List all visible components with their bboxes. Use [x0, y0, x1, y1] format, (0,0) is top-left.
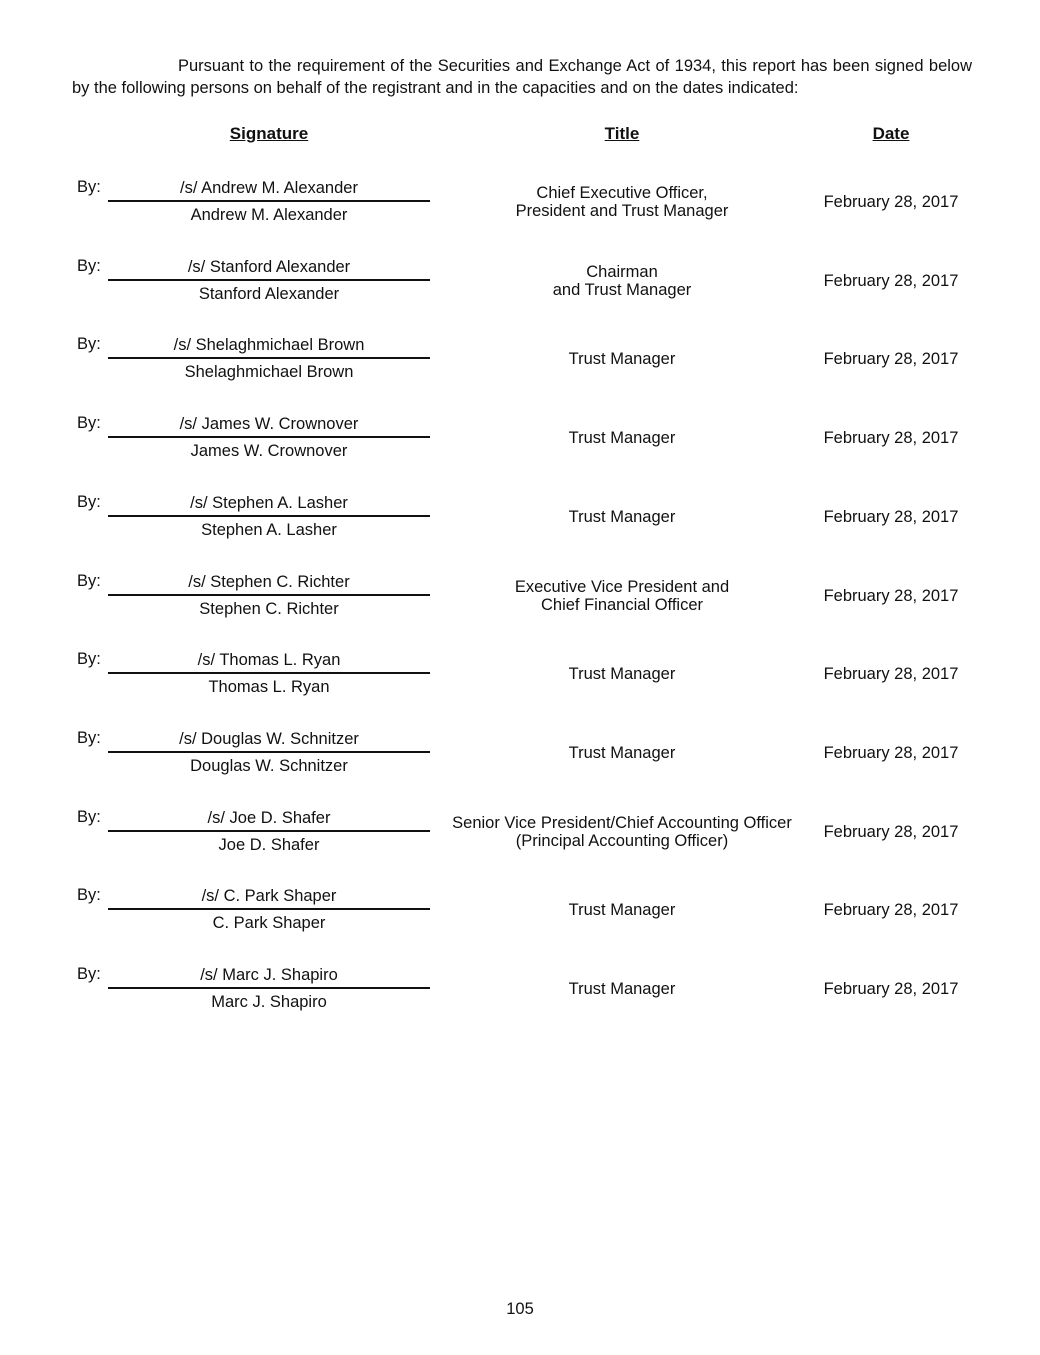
printed-name: Stephen A. Lasher: [201, 521, 337, 539]
signature-row: [0, 808, 1040, 878]
conformed-signature: /s/ Stanford Alexander: [187, 258, 351, 276]
printed-name: Marc J. Shapiro: [211, 993, 327, 1011]
date-column-header: Date: [872, 124, 910, 143]
printed-name: Stephen C. Richter: [199, 600, 339, 618]
signature-row: [0, 886, 1040, 956]
signature-line: [108, 908, 430, 910]
signature-line: [108, 751, 430, 753]
title-line: Trust Manager: [568, 429, 676, 447]
signature-row: [0, 650, 1040, 720]
signature-date: February 28, 2017: [823, 586, 959, 605]
signature-line: [108, 830, 430, 832]
signature-date: February 28, 2017: [823, 743, 959, 762]
printed-name: Thomas L. Ryan: [208, 678, 330, 696]
signature-row: [0, 572, 1040, 642]
by-label: By:: [77, 335, 101, 353]
conformed-signature: /s/ Stephen C. Richter: [188, 573, 350, 591]
signature-line: [108, 515, 430, 517]
title-line: Trust Manager: [568, 901, 676, 919]
by-label: By:: [77, 729, 101, 747]
title-line: Trust Manager: [568, 744, 676, 762]
printed-name: C. Park Shaper: [212, 914, 326, 932]
signatory-title: [432, 729, 812, 777]
printed-name: Stanford Alexander: [198, 285, 340, 303]
page-number: 105: [506, 1300, 534, 1318]
signatory-title: [432, 965, 812, 1013]
conformed-signature: /s/ Thomas L. Ryan: [197, 651, 341, 669]
by-label: By:: [77, 414, 101, 432]
signature-date: February 28, 2017: [823, 428, 959, 447]
signature-date: February 28, 2017: [823, 507, 959, 526]
printed-name: Joe D. Shafer: [218, 836, 320, 854]
signature-column-header: Signature: [229, 124, 309, 143]
by-label: By:: [77, 808, 101, 826]
signature-row: [0, 414, 1040, 484]
signature-date: February 28, 2017: [823, 192, 959, 211]
signature-row: [0, 493, 1040, 563]
signature-line: [108, 200, 430, 202]
title-line: Chief Executive Officer,: [536, 184, 708, 202]
signatory-title: [432, 493, 812, 541]
signatory-title: [432, 808, 812, 856]
signature-row: [0, 335, 1040, 405]
title-line: Trust Manager: [568, 665, 676, 683]
signature-line: [108, 987, 430, 989]
signature-date: February 28, 2017: [823, 822, 959, 841]
by-label: By:: [77, 650, 101, 668]
signatory-title: [432, 257, 812, 305]
conformed-signature: /s/ Andrew M. Alexander: [180, 179, 358, 197]
title-line: Trust Manager: [568, 508, 676, 526]
conformed-signature: /s/ James W. Crownover: [179, 415, 359, 433]
conformed-signature: /s/ Shelaghmichael Brown: [173, 336, 365, 354]
signature-line: [108, 594, 430, 596]
conformed-signature: /s/ C. Park Shaper: [201, 887, 337, 905]
title-line: Executive Vice President and: [514, 578, 730, 596]
by-label: By:: [77, 178, 101, 196]
title-column-header: Title: [604, 124, 640, 143]
printed-name: Andrew M. Alexander: [190, 206, 348, 224]
conformed-signature: /s/ Marc J. Shapiro: [200, 966, 338, 984]
signature-date: February 28, 2017: [823, 979, 959, 998]
title-line: Trust Manager: [568, 350, 676, 368]
signature-date: February 28, 2017: [823, 900, 959, 919]
signature-date: February 28, 2017: [823, 349, 959, 368]
signatory-title: [432, 886, 812, 934]
signature-line: [108, 436, 430, 438]
conformed-signature: /s/ Joe D. Shafer: [207, 809, 331, 827]
signature-row: [0, 729, 1040, 799]
title-line: and Trust Manager: [552, 281, 692, 299]
signature-row: [0, 257, 1040, 327]
by-label: By:: [77, 965, 101, 983]
by-label: By:: [77, 493, 101, 511]
signatory-title: [432, 178, 812, 226]
signatory-title: [432, 572, 812, 620]
by-label: By:: [77, 257, 101, 275]
printed-name: Douglas W. Schnitzer: [190, 757, 348, 775]
signature-date: February 28, 2017: [823, 664, 959, 683]
intro-paragraph: Pursuant to the requirement of the Securities and Exchange Act of 1934, this report has been signed below by the following persons on behalf of the registrant and in the capacities and on the dates indicated:: [72, 57, 972, 97]
signature-row: [0, 178, 1040, 248]
conformed-signature: /s/ Stephen A. Lasher: [190, 494, 348, 512]
conformed-signature: /s/ Douglas W. Schnitzer: [179, 730, 359, 748]
title-line: President and Trust Manager: [515, 202, 729, 220]
by-label: By:: [77, 572, 101, 590]
signature-date: February 28, 2017: [823, 271, 959, 290]
title-line: Chairman: [586, 263, 658, 281]
signature-line: [108, 357, 430, 359]
by-label: By:: [77, 886, 101, 904]
title-line: Senior Vice President/Chief Accounting Officer: [452, 814, 792, 832]
signature-line: [108, 672, 430, 674]
printed-name: Shelaghmichael Brown: [184, 363, 354, 381]
signature-line: [108, 279, 430, 281]
signatory-title: [432, 335, 812, 383]
title-line: Chief Financial Officer: [540, 596, 703, 614]
signature-row: [0, 965, 1040, 1035]
title-line: Trust Manager: [568, 980, 676, 998]
signatory-title: [432, 414, 812, 462]
signatory-title: [432, 650, 812, 698]
title-line: (Principal Accounting Officer): [515, 832, 729, 850]
printed-name: James W. Crownover: [190, 442, 348, 460]
